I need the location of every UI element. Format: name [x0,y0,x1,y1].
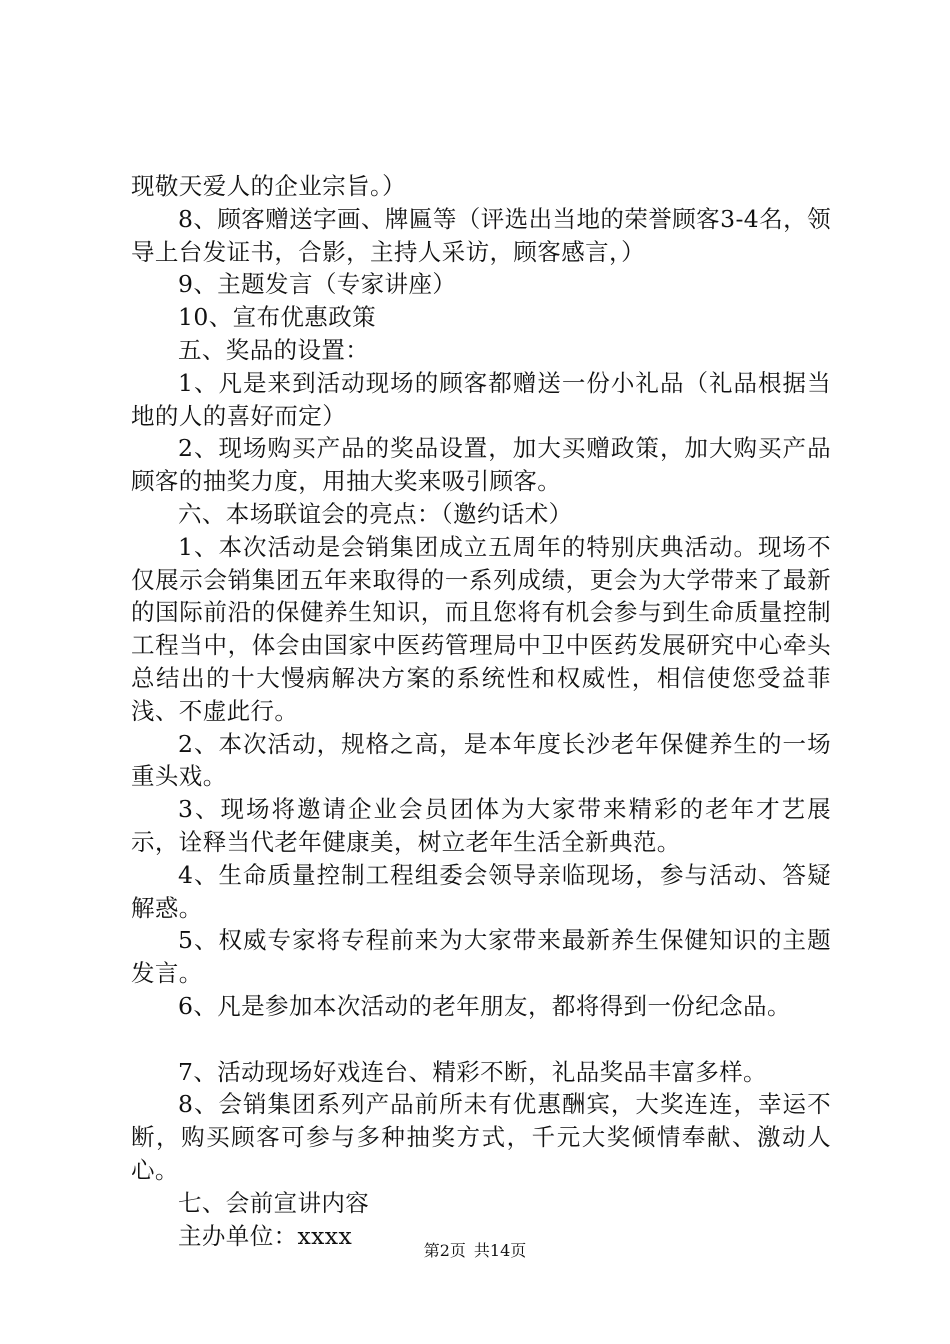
paragraph-highlight-2: 2、本次活动，规格之高，是本年度长沙老年保健养生的一场重头戏。 [131,729,831,791]
paragraph-prize-1: 1、凡是来到活动现场的顾客都赠送一份小礼品（礼品根据当地的人的喜好而定） [131,368,831,430]
paragraph-organizer: 主办单位：xxxx [178,1221,353,1250]
page-number: 第2页 [423,1241,466,1260]
paragraph-highlight-4: 4、生命质量控制工程组委会领导亲临现场，参与活动、答疑解惑。 [131,860,831,922]
document-body [131,170,831,1252]
paragraph-prize-2: 2、现场购买产品的奖品设置，加大买赠政策，加大购买产品顾客的抽奖力度，用抽大奖来吸引顾客。 [131,434,831,496]
section-heading-prizes: 五、奖品的设置： [178,335,370,364]
paragraph-highlight-8: 8、会销集团系列产品前所未有优惠酬宾，大奖连连，幸运不断，购买顾客可参与多种抽奖方式，千元大奖倾情奉献、激动人心。 [131,1090,831,1184]
paragraph-item-8-calligraphy: 8、顾客赠送字画、牌匾等（评选出当地的荣誉顾客3-4名，领导上台发证书，合影，主持人采访，顾客感言，） [131,204,831,266]
paragraph-highlight-6: 6、凡是参加本次活动的老年朋友，都将得到一份纪念品。 [178,991,791,1020]
paragraph-highlight-3: 3、现场将邀请企业会员团体为大家带来精彩的老年才艺展示，诠释当代老年健康美，树立老年生活全新典范。 [131,795,831,856]
page-footer [0,1241,950,1261]
section-heading-pre-meeting: 七、会前宣讲内容 [178,1188,370,1217]
paragraph-highlight-5: 5、权威专家将专程前来为大家带来最新养生保健知识的主题发言。 [131,926,831,988]
section-heading-highlights: 六、本场联谊会的亮点：（邀约话术） [178,499,573,528]
paragraph-item-10-policy: 10、宣布优惠政策 [178,303,377,332]
paragraph-highlight-7: 7、活动现场好戏连台、精彩不断，礼品奖品丰富多样。 [178,1057,767,1086]
paragraph-item-9-keynote: 9、主题发言（专家讲座） [178,270,457,299]
paragraph-highlight-1: 1、本次活动是会销集团成立五周年的特别庆典活动。现场不仅展示会销集团五年来取得的一系列成绩，更会为大学带来了最新的国际前沿的保健养生知识，而且您将有机会参与到生命质量控制工程当中，体会由国家中医药管理局中卫中医药发展研究中心牵头总结出的十大慢病解决方案的系统性和权威性，相信使您受益菲浅、不虚此行。 [131,532,831,725]
paragraph-continuation: 现敬天爱人的企业宗旨。） [131,172,407,200]
page-total: 共14页 [473,1241,527,1260]
